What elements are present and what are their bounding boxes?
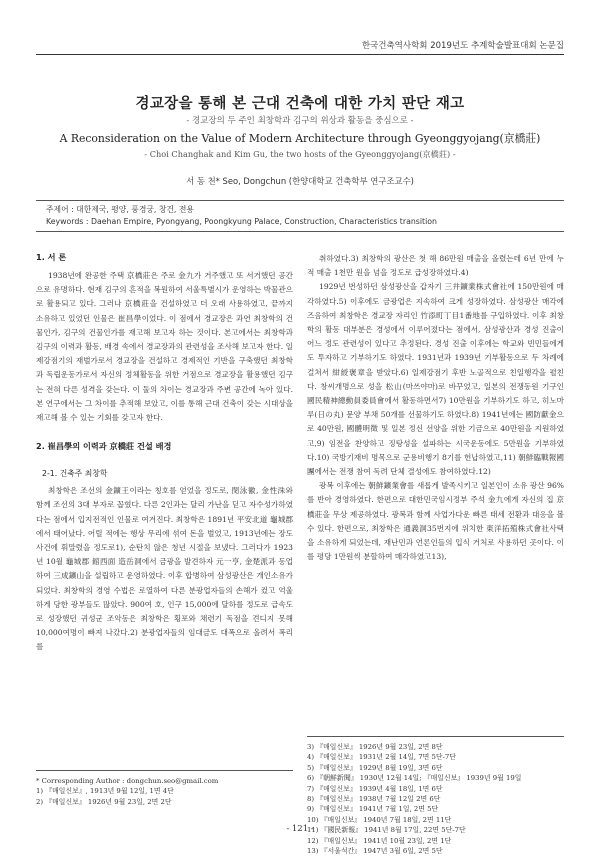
footnote: 3) 『매일신보』 1926년 9월 23일, 2면 8단: [307, 743, 443, 751]
paragraph: 최창학은 조선의 金鑛王이라는 칭호를 얻었을 정도로, 閔泳徽, 金性洙와 함께 조선의 3대 부자로 꼽혔다. 다른 2인과는 달리 가난을 딛고 자수성가하였다는 점에서 입지전적인 인물로 여겨진다. 최창학은 1891년 平安北道 龜城郡에서 태어났다. 어릴 적에는 행상 무리에 섞여 돈을 벌었고, 1913년에는 장도사건에 휘말렸을 정도로1), 순탄치 않은 청년 시절을 보냈다. 그러다가 1923년 10월 龜城郡 館西面 造岳洞에서 금광을 발견하자 元一亨, 金楚派과 동업하여 三成鑛山을 설립하고 운영하였다. 이후 합병하여 삼성광산은 개인소유가 되었다. 최창학의 경영 수법은 로열하여 다른 분광업자들의 손해가 컸고 억울하게 당한 광부들도 많았다. 900여 호, 인구 15,000에 달하를 정도로 급속도로 성장했던 귀성군 조악동은 최창학은 횡포와 채련기 독점을 견디지 못해 10,000여명이 빠져 나갔다.2) 분광업자들의 임대금도 대폭으로 올려서 폭리를: [36, 486, 293, 652]
footnote: 10) 『매일신보』 1940년 7월 18일, 2면 11단: [307, 815, 452, 824]
section-heading-background: 2. 崔昌學의 이력과 京橋莊 건설 배경: [36, 441, 172, 452]
left-column: [36, 252, 293, 655]
footnote: 13) 『서울석간』 1947년 3월 6일, 2면 5단: [307, 847, 443, 856]
footnote: * Corresponding Author : dongchun.seo@gmail.com: [36, 777, 219, 785]
running-header: [36, 38, 564, 55]
footnotes-left: [36, 770, 293, 807]
footnote: 9) 『매일신보』 1941년 7월 1일, 2면 5단: [307, 805, 439, 814]
subsection-heading: 2-1. 건축주 최창학: [42, 469, 108, 479]
keywords-korean: 주제어 : 대한제국, 평양, 풍경궁, 창건, 전용: [46, 205, 194, 214]
footnote: 6) 『朝鮮新聞』 1930년 12월 14일; 『매일신보』 1939년 9월 19일: [307, 774, 522, 783]
subtitle-korean: - 경교장의 두 주인 최창학과 김구의 위상과 활동을 중심으로 -: [186, 116, 414, 126]
footnotes-right: [307, 736, 564, 856]
running-title: 한국건축역사학회 2019년도 추계학술발표대회 논문집: [361, 41, 564, 51]
footnote: 7) 『매일신보』 1939년 4월 18일, 1면 6단: [307, 784, 443, 793]
section-heading-introduction: 1. 서 론: [36, 252, 67, 262]
footnote: 4) 『매일신보』 1931년 2월 14일, 7면 5단-7단: [307, 753, 456, 762]
footnote: 12) 『매일신보』 1941년 10월 23일, 2면 1단: [307, 836, 452, 845]
right-column: [307, 252, 564, 564]
title-english: A Reconsideration on the Value of Modern Architecture through Gyeonggyojang(京橋莊): [59, 132, 541, 145]
subtitle-english: - Choi Changhak and Kim Gu, the two hosts of the Gyeonggyojang(京橋莊) -: [144, 149, 456, 159]
paragraph: 취하였다.3) 최창학의 광산은 첫 해 86만원 매출을 올렸는데 6년 만에 누적 매출 1천만 원을 넘을 정도로 급성장하였다.4): [307, 254, 564, 278]
footnote: 1) 『매일신보』, 1913년 9월 12일, 1면 4단: [36, 787, 174, 796]
keywords-english: Keywords : Daehan Empire, Pyongyang, Poongkyung Palace, Construction, Characteristics transition: [46, 217, 437, 226]
paragraph: 광복 이후에는 朝鮮鑛業會를 새롭게 발족시키고 일본인이 소유 광산 96%를 반아 경영하였다. 한편으로 대한민국임시정부 주석 金九에게 자신의 집 京橋莊을 무상 제공하였다. 광복과 함께 사업가다운 빠른 태세 전환과 대응을 볼 수 있다. 한편으로, 최창학은 通義洞35번지에 위치한 東洋拓殖株式會社사택을 소유하게 되었는데, 재난민과 언론인들의 입식 거처로 사용하던 곳이다. 이를 평당 1만원씩 분할하여 매각하였고13),: [307, 481, 564, 562]
author-line: 서 동 천* Seo, Dongchun (한양대학교 건축학부 연구조교수): [186, 176, 414, 186]
title-korean: 경교장을 통해 본 근대 건축에 대한 가치 판단 재고: [135, 95, 465, 112]
footnote: 2) 『매일신보』 1926년 9월 23일, 2면 2단: [36, 797, 172, 806]
paragraph: 1938년에 완공한 주택 京橋莊은 주로 金九가 거주했고 또 서거했던 공간으로 유명하다. 현재 김구의 흔적을 복원하여 서울특별시가 운영하는 박물관으로 활용되고 있다. 그러나 京橋莊을 건설하였고 더 오래 사용하였고, 끝까지 소유하고 있었던 인물은 崔昌學이었다. 이 점에서 경교장은 과연 최창학의 건물인가, 김구의 건물인가를 재고해 보고자 하는 것이다. 본고에서는 최창학과 김구의 이력과 활동, 배경 속에서 경교장과의 관련성을 조사해 보고자 한다. 일제강점기의 재벌가로서 경교장을 건설하고 경제적인 기반을 구축했던 최창학과 독립운동가로서 자신의 정체활동을 위한 거점으로 경교장을 활용했던 김구는 전혀 다른 성격을 갖는다. 이 둘의 차이는 경교장과 주변 공간에 녹아 있다. 본 연구에서는 그 차이를 추적해 보았고, 이를 통해 근대 건축이 갖는 시대상을 재고해 볼 수 있는 기회를 갖고자 한다.: [36, 271, 293, 423]
footnote: 11) 『國民新報』 1941년 8월 17일, 22면 5단-7단: [307, 826, 466, 835]
page-number: - 121 -: [286, 824, 314, 834]
footnote: 5) 『매일신보』 1929년 8월 19일, 3면 6단: [307, 763, 443, 772]
footnote: 8) 『매일신보』 1938년 7월 12일 2면 6단: [307, 795, 441, 804]
paragraph: 1929년 번성하던 삼성광산을 갑자기 三井鑛業株式會社에 150만원에 매각하였다.5) 이후에도 금광업은 지속하여 크게 성장하였다. 삼성광산 매각에 즈음하여 최창학은 경교장 자리인 竹添町丁目1番地를 구입하였다. 이후 최창학의 활동 대부분은 경성에서 이루어졌다는 점에서, 삼성광산과 경성 진출이 어느 정도 관련성이 있다고 추정된다. 경성 진출 이후에는 학교와 빈민들에게도 투자하고 기부하기도 하였다. 1931년과 1939년 기부활동으로 두 차례에 걸쳐서 紺綬褒章을 받았다.6) 일제강점기 후반 노골적으로 친일행각을 펼친다. 창씨개명으로 성을 松山(마쓰야마)로 바꾸었고, 일본의 전쟁동원 기구인 國民精神總動員委員會에서 활동하면서7) 10만원을 기부하기도 하고, 히노마루(日の丸) 문양 부채 50개를 선물하기도 하였다.8) 1941년에는 國防獻金으로 40만원, 國體明徵 및 일본 정신 선양을 위한 기금으로 40만원을 지원하였고,9) 임전을 찬양하고 징탕성을 설파하는 시국운동에도 5만원을 기부하였다.10) 국방기재비 명목으로 군용비행기 8기를 헌납하였고,11) 朝鮮臨戰報國團에서는 전쟁 참여 독려 단체 결성에도 참여하였다.12): [307, 282, 564, 477]
